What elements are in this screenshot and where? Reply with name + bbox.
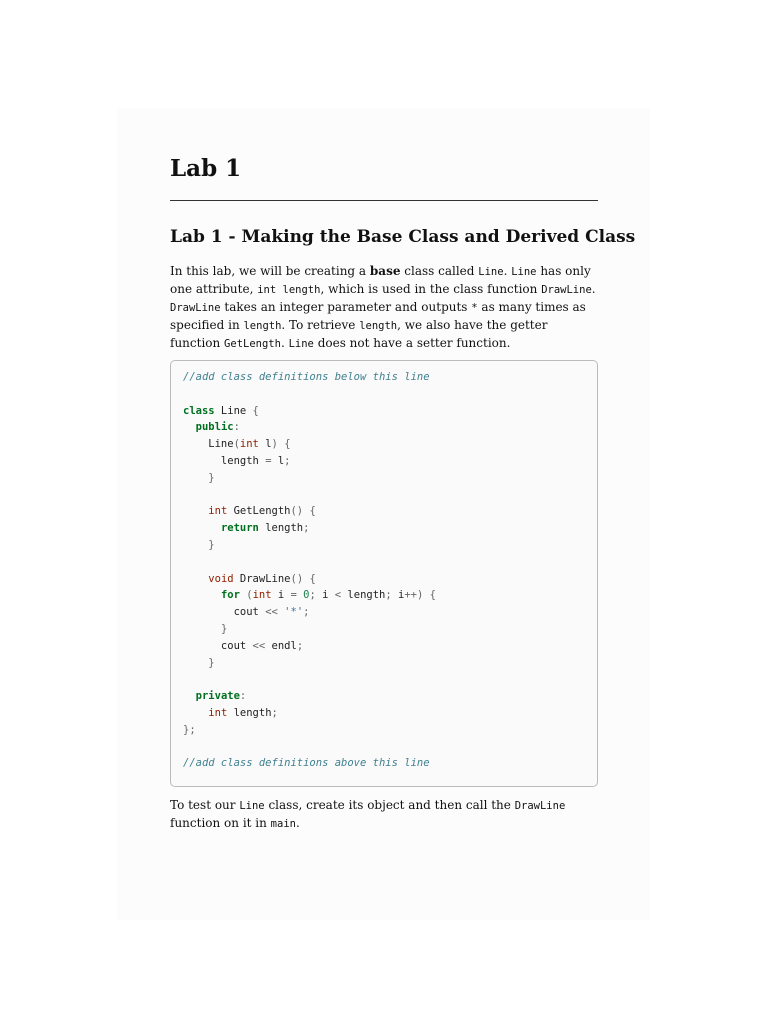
text-run: . To retrieve: [281, 318, 360, 332]
code-token: (): [290, 505, 304, 518]
code-line: [183, 671, 436, 688]
text-run: , which is used in the class function: [320, 282, 542, 296]
code-token: class: [183, 404, 215, 417]
code-line: [183, 688, 436, 705]
code-token: [183, 573, 208, 585]
code-token: {: [309, 572, 316, 585]
code-token: ;: [303, 522, 310, 535]
code-token: [183, 505, 208, 517]
code-token: {: [309, 505, 316, 518]
code-token: Line: [183, 438, 234, 451]
inline-code: length: [359, 320, 398, 332]
code-line: [183, 755, 436, 772]
code-token: (: [246, 589, 253, 602]
code-token: }: [208, 656, 215, 669]
code-token: [183, 539, 208, 551]
code-line: [183, 537, 436, 554]
inline-code: GetLength: [224, 338, 281, 350]
code-token: }: [220, 622, 228, 635]
code-token: i: [271, 589, 291, 602]
inline-code: length: [243, 320, 282, 332]
code-line: [183, 554, 436, 571]
text-run: .: [295, 816, 300, 830]
code-token: cout: [183, 639, 253, 652]
code-token: length: [227, 706, 272, 719]
code-token: void: [208, 572, 234, 585]
code-line: [183, 587, 436, 604]
bold-term: base: [369, 264, 401, 278]
code-line: [183, 503, 436, 520]
code-line: [183, 571, 436, 588]
code-token: [183, 690, 196, 702]
code-token: int: [252, 589, 272, 602]
code-token: l: [258, 438, 272, 451]
code-lines: [183, 369, 436, 772]
document-page: [117, 108, 650, 920]
text-run: , we also have the getter function: [170, 318, 548, 350]
code-token: for: [220, 589, 240, 602]
code-token: ++): [404, 589, 424, 602]
code-token: private: [195, 690, 240, 703]
code-token: 0: [303, 589, 310, 602]
code-token: [183, 623, 221, 635]
code-line: [183, 369, 436, 386]
code-line: [183, 705, 436, 722]
code-token: ;: [309, 589, 316, 602]
code-token: int: [239, 438, 259, 451]
code-token: (: [233, 438, 240, 451]
code-token: :: [233, 421, 240, 434]
code-token: [183, 421, 196, 433]
code-token: '*': [284, 606, 304, 619]
text-run: does not have a setter function.: [313, 336, 511, 350]
text-run: class called: [400, 264, 479, 278]
code-token: <<: [265, 606, 278, 619]
code-line: [183, 655, 436, 672]
code-token: <: [334, 589, 342, 602]
inline-code: Line: [511, 266, 537, 278]
code-token: l: [271, 454, 285, 467]
code-line: [183, 419, 436, 436]
code-token: //add class definitions below this line: [183, 371, 430, 383]
code-line: [183, 487, 436, 504]
code-token: (): [290, 572, 304, 585]
text-run: as many times as specified in: [170, 300, 586, 332]
code-line: [183, 436, 436, 453]
code-token: [183, 657, 208, 669]
code-token: {: [252, 404, 259, 417]
code-token: ): [271, 438, 278, 451]
code-token: [183, 707, 208, 719]
intro-paragraph: [170, 263, 598, 353]
text-run: .: [503, 264, 512, 278]
text-run: To test our: [170, 798, 240, 812]
code-token: ;: [284, 454, 291, 467]
code-token: {: [429, 589, 436, 602]
code-token: length: [258, 522, 304, 535]
code-token: i: [315, 589, 335, 602]
code-token: int: [208, 505, 228, 518]
code-token: return: [220, 522, 259, 535]
code-token: {: [284, 438, 291, 451]
outro-paragraph: [170, 797, 598, 833]
code-token: ;: [303, 606, 310, 619]
code-token: }: [208, 471, 215, 484]
text-run: .: [280, 336, 289, 350]
code-token: <<: [252, 639, 266, 652]
inline-code: DrawLine: [541, 284, 592, 296]
code-token: int: [208, 706, 228, 719]
inline-code: DrawLine: [170, 302, 221, 314]
code-line: [183, 621, 436, 638]
inline-code: *: [471, 302, 478, 314]
code-token: ;: [385, 589, 392, 602]
code-token: length: [183, 454, 266, 467]
code-line: [183, 453, 436, 470]
inline-code: Line: [239, 800, 265, 812]
code-token: [183, 522, 221, 534]
code-block: [170, 360, 598, 787]
text-run: .: [591, 282, 596, 296]
inline-code: Line: [288, 338, 314, 350]
inline-code: DrawLine: [514, 800, 566, 812]
code-token: DrawLine: [233, 572, 291, 585]
text-run: has only one attribute,: [170, 264, 591, 296]
text-run: function on it in: [170, 816, 271, 830]
code-token: ;: [271, 706, 278, 719]
code-token: i: [391, 589, 405, 602]
code-token: =: [265, 454, 272, 467]
code-line: [183, 739, 436, 756]
code-token: :: [239, 690, 247, 703]
code-token: Line: [214, 404, 253, 417]
text-run: class, create its object and then call the: [264, 798, 515, 812]
code-line: [183, 520, 436, 537]
text-run: takes an integer parameter and outputs: [220, 300, 472, 314]
inline-code: main: [270, 818, 296, 830]
code-line: [183, 722, 436, 739]
code-token: =: [290, 589, 297, 602]
code-token: [183, 589, 221, 601]
code-token: ;: [296, 639, 304, 652]
code-token: public: [195, 421, 234, 434]
code-line: [183, 386, 436, 403]
section-heading: Lab 1 - Making the Base Class and Derived Class: [170, 227, 636, 247]
code-token: //add class definitions above this line: [183, 757, 430, 770]
code-token: GetLength: [227, 505, 291, 518]
inline-code: Line: [478, 266, 504, 278]
code-token: cout: [183, 606, 266, 619]
text-run: In this lab, we will be creating a: [170, 264, 370, 278]
code-token: length: [341, 589, 386, 602]
code-line: [183, 604, 436, 621]
code-token: }: [208, 538, 215, 551]
code-line: [183, 638, 436, 655]
code-line: [183, 470, 436, 487]
inline-code: int length: [257, 284, 321, 296]
page-title: Lab 1: [170, 155, 242, 182]
code-token: [183, 472, 208, 484]
title-divider: [170, 200, 598, 201]
code-line: [183, 403, 436, 420]
code-token: };: [183, 723, 196, 736]
code-token: endl: [265, 639, 297, 652]
